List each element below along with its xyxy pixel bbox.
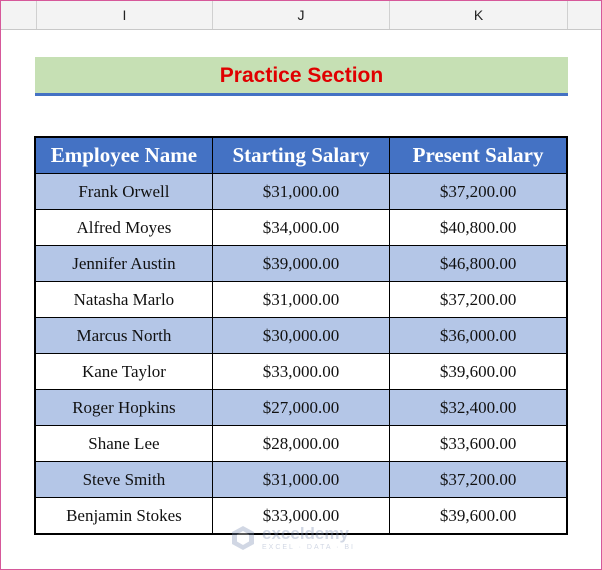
- cell-employee-name[interactable]: Natasha Marlo: [35, 282, 212, 318]
- cell-starting-salary[interactable]: $34,000.00: [212, 210, 389, 246]
- cell-starting-salary[interactable]: $39,000.00: [212, 246, 389, 282]
- header-present-salary[interactable]: Present Salary: [390, 137, 567, 174]
- cell-starting-salary[interactable]: $27,000.00: [212, 390, 389, 426]
- cell-present-salary[interactable]: $39,600.00: [390, 498, 567, 535]
- watermark-tagline: EXCEL · DATA · BI: [262, 544, 355, 551]
- practice-section-title[interactable]: Practice Section: [35, 57, 568, 96]
- table-row: [35, 174, 567, 210]
- cell-starting-salary[interactable]: $31,000.00: [212, 282, 389, 318]
- cell-starting-salary[interactable]: $33,000.00: [212, 354, 389, 390]
- cell-employee-name[interactable]: Marcus North: [35, 318, 212, 354]
- cell-employee-name[interactable]: Shane Lee: [35, 426, 212, 462]
- salary-table: [34, 136, 568, 535]
- cell-present-salary[interactable]: $37,200.00: [390, 282, 567, 318]
- table-row: [35, 426, 567, 462]
- cell-present-salary[interactable]: $37,200.00: [390, 462, 567, 498]
- table-row: [35, 354, 567, 390]
- cell-present-salary[interactable]: $37,200.00: [390, 174, 567, 210]
- table-row: [35, 318, 567, 354]
- cell-employee-name[interactable]: Kane Taylor: [35, 354, 212, 390]
- cell-employee-name[interactable]: Jennifer Austin: [35, 246, 212, 282]
- header-row: [35, 137, 567, 174]
- exceldemy-logo-icon: [230, 525, 256, 551]
- header-starting-salary[interactable]: Starting Salary: [212, 137, 389, 174]
- cell-present-salary[interactable]: $39,600.00: [390, 354, 567, 390]
- cell-employee-name[interactable]: Roger Hopkins: [35, 390, 212, 426]
- column-header-k[interactable]: K: [390, 1, 568, 29]
- cell-starting-salary[interactable]: $31,000.00: [212, 462, 389, 498]
- cell-present-salary[interactable]: $36,000.00: [390, 318, 567, 354]
- cell-starting-salary[interactable]: $33,000.00: [212, 498, 389, 535]
- cell-present-salary[interactable]: $46,800.00: [390, 246, 567, 282]
- cell-starting-salary[interactable]: $28,000.00: [212, 426, 389, 462]
- table-row: [35, 462, 567, 498]
- exceldemy-watermark: [230, 523, 355, 553]
- table-row: [35, 282, 567, 318]
- cell-starting-salary[interactable]: $30,000.00: [212, 318, 389, 354]
- table-row: [35, 210, 567, 246]
- cell-employee-name[interactable]: Benjamin Stokes: [35, 498, 212, 535]
- cell-starting-salary[interactable]: $31,000.00: [212, 174, 389, 210]
- column-header-j[interactable]: J: [213, 1, 390, 29]
- watermark-name: exceldemy: [262, 524, 349, 543]
- cell-present-salary[interactable]: $33,600.00: [390, 426, 567, 462]
- cell-present-salary[interactable]: $40,800.00: [390, 210, 567, 246]
- cell-employee-name[interactable]: Frank Orwell: [35, 174, 212, 210]
- cell-employee-name[interactable]: Alfred Moyes: [35, 210, 212, 246]
- column-header-bar: [1, 1, 601, 30]
- table-row: [35, 390, 567, 426]
- cell-employee-name[interactable]: Steve Smith: [35, 462, 212, 498]
- header-employee-name[interactable]: Employee Name: [35, 137, 212, 174]
- column-header-i[interactable]: I: [36, 1, 213, 29]
- table-row: [35, 246, 567, 282]
- cell-present-salary[interactable]: $32,400.00: [390, 390, 567, 426]
